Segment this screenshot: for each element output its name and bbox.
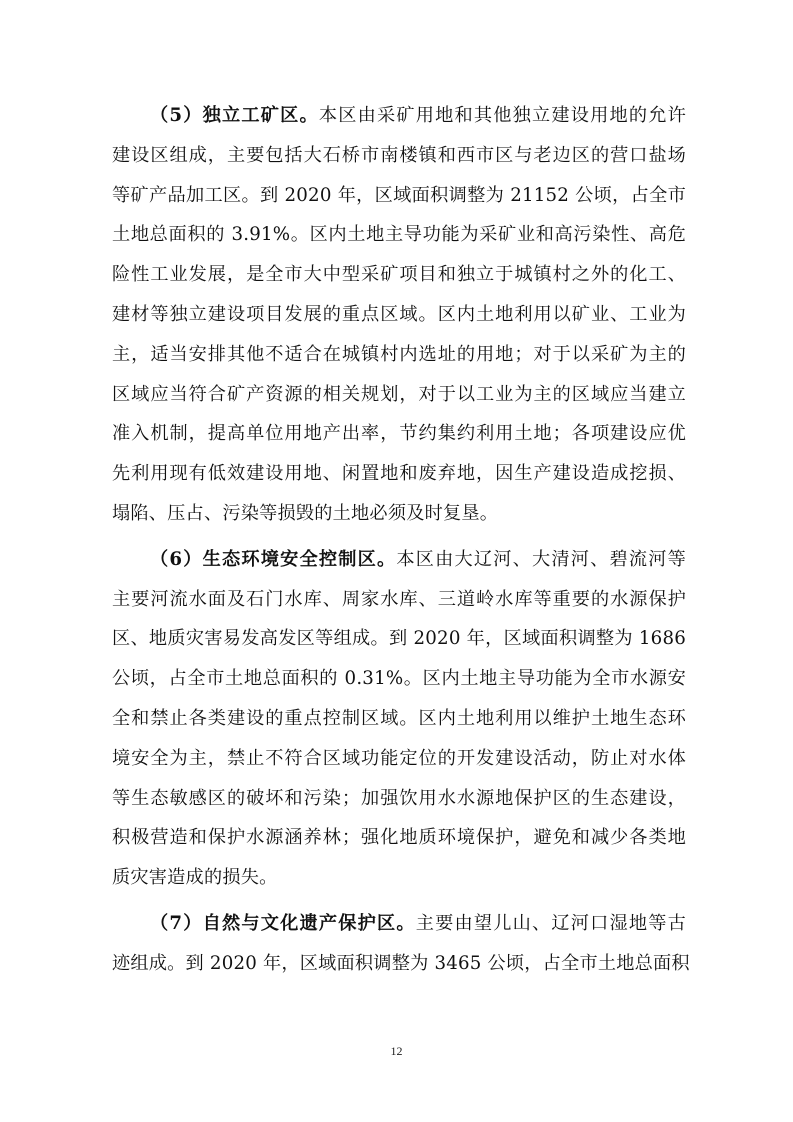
paragraph-line: 区、地质灾害易发高发区等组成。到 2020 年，区域面积调整为 1686 — [112, 628, 686, 650]
paragraph-line: 先利用现有低效建设用地、闲置地和废弃地，因生产建设造成挖损、 — [112, 463, 686, 485]
paragraph-line: 建材等独立建设项目发展的重点区域。区内土地利用以矿业、工业为 — [112, 303, 686, 325]
paragraph-line: 主要河流水面及石门水库、周家水库、三道岭水库等重要的水源保护 — [112, 588, 686, 610]
paragraph-line: 区域应当符合矿产资源的相关规划，对于以工业为主的区域应当建立 — [112, 383, 686, 405]
section-independent-mining-area — [112, 96, 686, 534]
paragraph-line: 公顷，占全市土地总面积的 0.31%。区内土地主导功能为全市水源安 — [112, 668, 686, 690]
paragraph-line: 准入机制，提高单位用地产出率，节约集约利用土地；各项建设应优 — [112, 423, 686, 445]
section-natural-cultural-heritage-area — [112, 904, 690, 984]
section-heading: （5）独立工矿区。 — [150, 105, 319, 126]
paragraph-text: 主要由望儿山、辽河口湿地等古 — [415, 912, 686, 934]
paragraph-line: 险性工业发展，是全市大中型采矿项目和独立于城镇村之外的化工、 — [112, 264, 686, 286]
paragraph-line: 等矿产品加工区。到 2020 年，区域面积调整为 21152 公顷，占全市 — [112, 184, 686, 206]
section-heading: （6）生态环境安全控制区。 — [150, 548, 397, 570]
paragraph-line — [112, 904, 686, 944]
paragraph-line: 迹组成。到 2020 年，区域面积调整为 3465 公顷，占全市土地总面积 — [112, 952, 690, 974]
page-number: 12 — [390, 1044, 403, 1058]
paragraph-text: 本区由大辽河、大清河、碧流河等 — [396, 548, 686, 570]
section-ecological-safety-control-area — [112, 540, 686, 898]
paragraph-text: 本区由采矿用地和其他独立建设用地的允许 — [318, 105, 686, 126]
paragraph-line: 土地总面积的 3.91%。区内土地主导功能为采矿业和高污染性、高危 — [112, 224, 686, 246]
paragraph-line: 全和禁止各类建设的重点控制区域。区内土地利用以维护土地生态环 — [112, 707, 686, 729]
document-body — [112, 96, 690, 984]
paragraph-line: 等生态敏感区的破坏和污染；加强饮用水水源地保护区的生态建设， — [112, 787, 686, 809]
paragraph-line: 质灾害造成的损失。 — [112, 867, 278, 889]
paragraph-line: 积极营造和保护水源涵养林；强化地质环境保护，避免和减少各类地 — [112, 827, 686, 849]
paragraph-line: 境安全为主，禁止不符合区域功能定位的开发建设活动，防止对水体 — [112, 747, 686, 769]
section-heading: （7）自然与文化遗产保护区。 — [150, 912, 416, 934]
paragraph-line: 塌陷、压占、污染等损毁的土地必须及时复垦。 — [112, 502, 499, 524]
paragraph-line: 建设区组成，主要包括大石桥市南楼镇和西市区与老边区的营口盐场 — [112, 144, 686, 166]
paragraph-line — [112, 540, 686, 580]
paragraph-line — [112, 96, 686, 136]
paragraph-line: 主，适当安排其他不适合在城镇村内选址的用地；对于以采矿为主的 — [112, 343, 686, 365]
